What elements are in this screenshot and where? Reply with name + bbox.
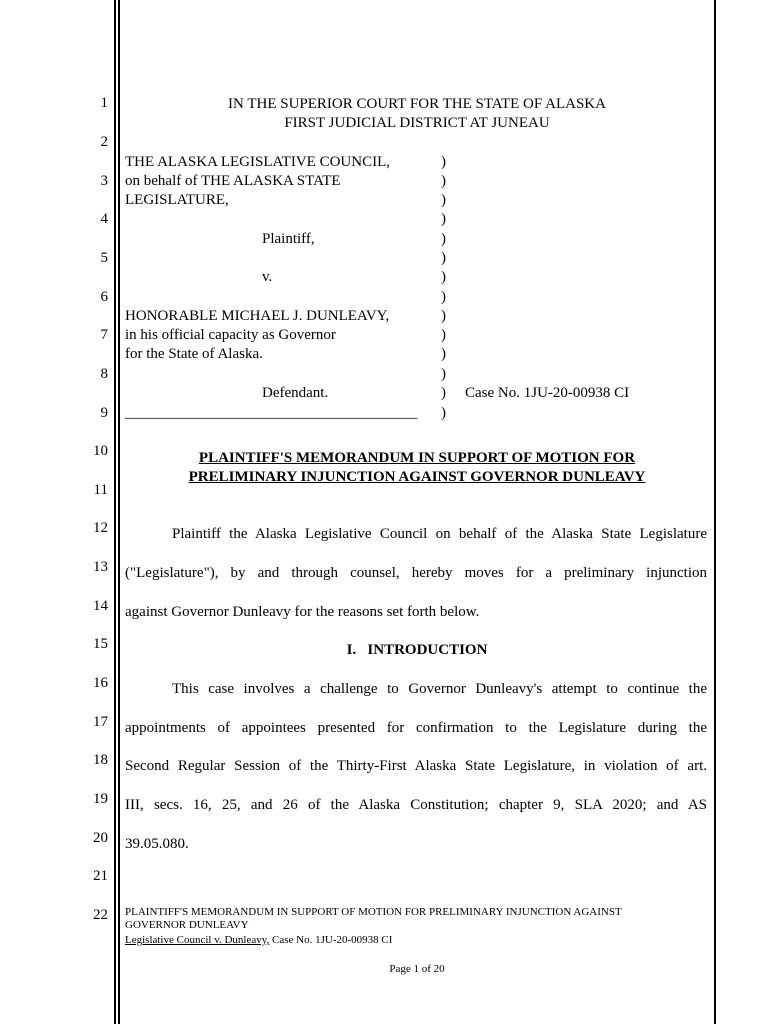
plaintiff-name: THE ALASKA LEGISLATIVE COUNCIL, — [125, 154, 390, 170]
footer-title: GOVERNOR DUNLEAVY — [125, 919, 249, 931]
left-margin-rule-outer — [114, 0, 116, 1024]
left-margin-rule-inner — [118, 0, 120, 1024]
line-number: 20 — [93, 830, 108, 846]
plaintiff-name: on behalf of THE ALASKA STATE — [125, 173, 341, 189]
line-number: 3 — [100, 173, 108, 189]
defendant-name: in his official capacity as Governor — [125, 327, 336, 343]
caption-paren: ) — [441, 269, 446, 285]
court-name: IN THE SUPERIOR COURT FOR THE STATE OF ALASKA — [228, 96, 606, 112]
line-number: 12 — [93, 520, 108, 536]
footer-title: PLAINTIFF'S MEMORANDUM IN SUPPORT OF MOTION FOR PRELIMINARY INJUNCTION AGAINST — [125, 906, 622, 918]
page-number: Page 1 of 20 — [389, 963, 445, 975]
defendant-name: HONORABLE MICHAEL J. DUNLEAVY, — [125, 308, 390, 324]
caption-paren: ) — [441, 289, 446, 305]
plaintiff-label: Plaintiff, — [262, 231, 315, 247]
court-district: FIRST JUDICIAL DISTRICT AT JUNEAU — [284, 115, 550, 131]
line-number: 10 — [93, 443, 108, 459]
line-number: 14 — [93, 598, 108, 614]
footer-case — [125, 934, 392, 947]
line-number: 21 — [93, 868, 108, 884]
line-number: 5 — [100, 250, 108, 266]
body-line: appointments of appointees presented for confirmation to the Legislature during the — [125, 720, 707, 736]
body-line: III, secs. 16, 25, and 26 of the Alaska Constitution; chapter 9, SLA 2020; and AS — [125, 797, 707, 813]
line-number: 9 — [100, 405, 108, 421]
caption-paren: ) — [441, 173, 446, 189]
line-number: 15 — [93, 636, 108, 652]
body-line: 39.05.080. — [125, 836, 189, 852]
line-number: 8 — [100, 366, 108, 382]
document-title: PRELIMINARY INJUNCTION AGAINST GOVERNOR DUNLEAVY — [188, 469, 646, 485]
caption-paren: ) — [441, 405, 446, 421]
body-line: Plaintiff the Alaska Legislative Council on behalf of the Alaska State Legislature — [172, 526, 707, 542]
line-number: 16 — [93, 675, 108, 691]
line-number: 4 — [100, 211, 108, 227]
line-number: 18 — [93, 752, 108, 768]
footer-case-number: Case No. 1JU-20-00938 CI — [269, 934, 393, 946]
versus: v. — [262, 269, 273, 285]
caption-paren: ) — [441, 327, 446, 343]
caption-paren: ) — [441, 346, 446, 362]
line-number: 22 — [93, 907, 108, 923]
line-number: 17 — [93, 714, 108, 730]
caption-paren: ) — [441, 308, 446, 324]
caption-paren: ) — [441, 192, 446, 208]
caption-paren: ) — [441, 385, 446, 401]
line-number: 13 — [93, 559, 108, 575]
caption-paren: ) — [441, 250, 446, 266]
line-number: 1 — [100, 95, 108, 111]
case-number: Case No. 1JU-20-00938 CI — [465, 385, 630, 401]
caption-paren: ) — [441, 211, 446, 227]
caption-paren: ) — [441, 231, 446, 247]
defendant-name: for the State of Alaska. — [125, 346, 263, 362]
right-margin-rule — [714, 0, 716, 1024]
footer-case-title: Legislative Council v. Dunleavy, — [125, 934, 270, 946]
line-number: 7 — [100, 327, 108, 343]
defendant-label: Defendant. — [262, 385, 329, 401]
body-line: against Governor Dunleavy for the reasons set forth below. — [125, 604, 480, 620]
body-line: Second Regular Session of the Thirty-First Alaska State Legislature, in violation of art. — [125, 758, 707, 774]
plaintiff-name: LEGISLATURE, — [125, 192, 229, 208]
section-heading: I. INTRODUCTION — [346, 642, 488, 658]
caption-paren: ) — [441, 366, 446, 382]
line-number: 2 — [100, 134, 108, 150]
document-title: PLAINTIFF'S MEMORANDUM IN SUPPORT OF MOTION FOR — [198, 450, 636, 466]
body-line: This case involves a challenge to Governor Dunleavy's attempt to continue the — [172, 681, 707, 697]
signature-line: _______________________________________ — [125, 405, 418, 421]
body-line: ("Legislature"), by and through counsel, hereby moves for a preliminary injunction — [125, 565, 707, 581]
caption-paren: ) — [441, 154, 446, 170]
line-number: 11 — [93, 482, 108, 498]
line-number: 19 — [93, 791, 108, 807]
line-number: 6 — [100, 289, 108, 305]
